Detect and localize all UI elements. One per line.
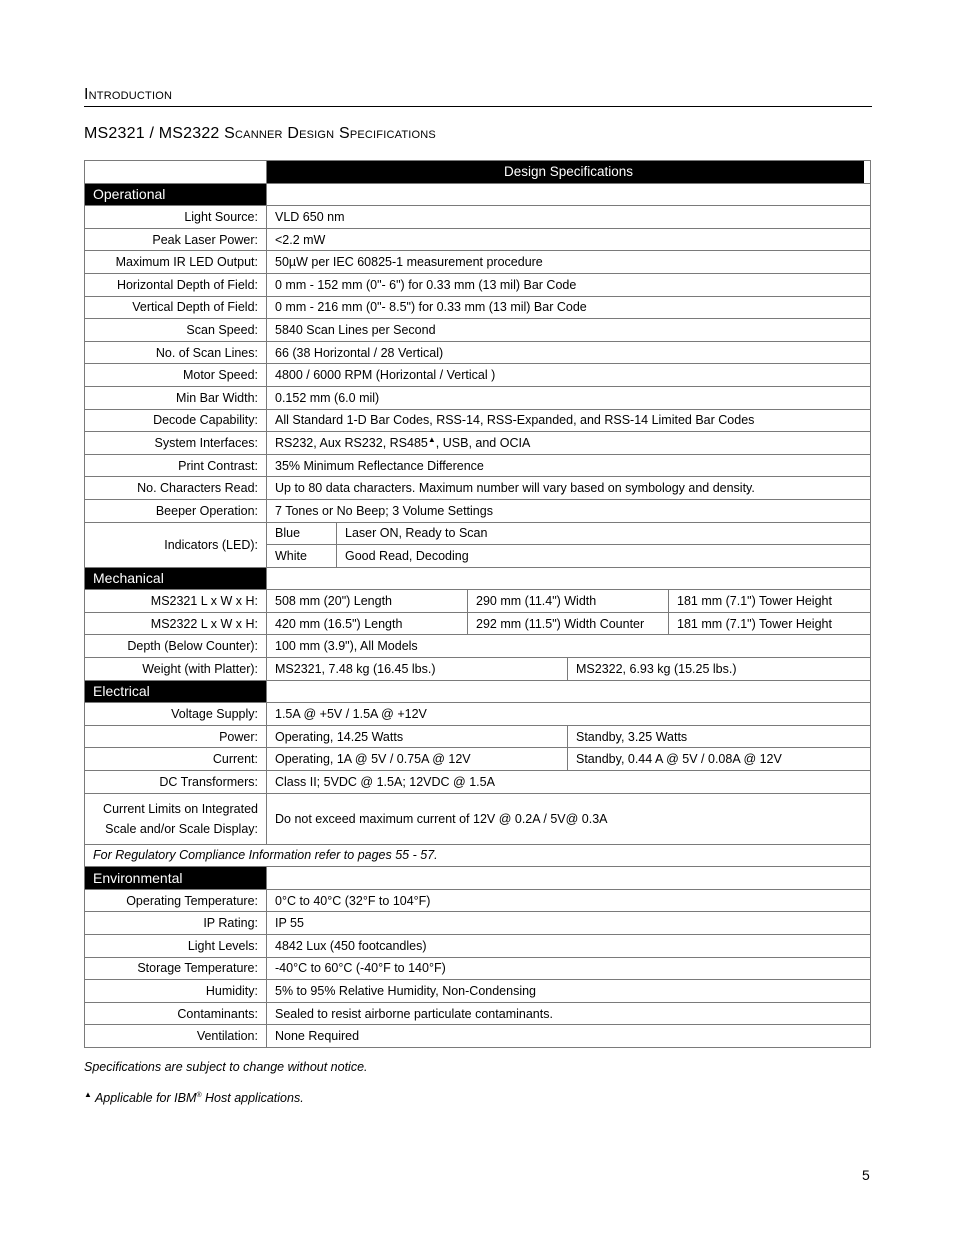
table-row bbox=[85, 612, 871, 635]
spec-label: Print Contrast: bbox=[85, 454, 267, 477]
limits-label-line-2: Scale and/or Scale Display: bbox=[105, 821, 258, 836]
section-heading: Introduction bbox=[84, 86, 872, 107]
indicators-table bbox=[267, 523, 870, 567]
spec-operating-power: Operating, 14.25 Watts bbox=[267, 725, 568, 748]
category-row-environmental bbox=[85, 867, 871, 890]
spec-label: Ventilation: bbox=[85, 1025, 267, 1048]
triangle-marker-icon: ▲ bbox=[84, 1090, 92, 1099]
spec-value: 5% to 95% Relative Humidity, Non-Condensing bbox=[267, 980, 871, 1003]
category-environmental: Environmental bbox=[85, 867, 267, 890]
spec-value: Sealed to resist airborne particulate contaminants. bbox=[267, 1002, 871, 1025]
spec-value: 50µW per IEC 60825-1 measurement procedure bbox=[267, 251, 871, 274]
spec-label: Storage Temperature: bbox=[85, 957, 267, 980]
spec-label: Depth (Below Counter): bbox=[85, 635, 267, 658]
interfaces-text-b: , USB, and OCIA bbox=[435, 436, 531, 451]
table-row bbox=[85, 477, 871, 500]
spec-weight-ms2321: MS2321, 7.48 kg (16.45 lbs.) bbox=[267, 658, 568, 681]
category-mechanical: Mechanical bbox=[85, 567, 267, 590]
table-row bbox=[85, 499, 871, 522]
spec-height: 181 mm (7.1") Tower Height bbox=[669, 612, 871, 635]
table-row bbox=[85, 957, 871, 980]
interfaces-text-a: RS232, Aux RS232, RS485 bbox=[275, 436, 428, 451]
category-electrical: Electrical bbox=[85, 680, 267, 703]
spec-value: 5840 Scan Lines per Second bbox=[267, 319, 871, 342]
table-row bbox=[85, 658, 871, 681]
spec-value: 100 mm (3.9"), All Models bbox=[267, 635, 871, 658]
spec-label bbox=[85, 793, 267, 844]
spec-value: Up to 80 data characters. Maximum number will vary based on symbology and density. bbox=[267, 477, 871, 500]
spec-width: 290 mm (11.4") Width bbox=[468, 590, 669, 613]
spec-label: Current: bbox=[85, 748, 267, 771]
table-row bbox=[85, 1002, 871, 1025]
category-row-operational bbox=[85, 183, 871, 206]
spec-label: Weight (with Platter): bbox=[85, 658, 267, 681]
table-row bbox=[85, 341, 871, 364]
table-row bbox=[85, 454, 871, 477]
table-row bbox=[85, 635, 871, 658]
spec-label: Scan Speed: bbox=[85, 319, 267, 342]
spec-label: Light Levels: bbox=[85, 935, 267, 958]
spec-label: DC Transformers: bbox=[85, 771, 267, 794]
table-row bbox=[85, 409, 871, 432]
limits-label-line-1: Current Limits on Integrated bbox=[103, 801, 258, 816]
category-row-mechanical bbox=[85, 567, 871, 590]
change-notice: Specifications are subject to change without notice. bbox=[84, 1060, 368, 1074]
table-row bbox=[85, 889, 871, 912]
spec-label: Horizontal Depth of Field: bbox=[85, 273, 267, 296]
table-row bbox=[85, 912, 871, 935]
spec-label: Light Source: bbox=[85, 206, 267, 229]
ibm-footnote bbox=[84, 1090, 304, 1105]
table-row bbox=[85, 522, 871, 567]
table-row bbox=[85, 980, 871, 1003]
specifications-table bbox=[84, 160, 871, 1048]
spec-label: Indicators (LED): bbox=[85, 522, 267, 567]
spec-value: -40°C to 60°C (-40°F to 140°F) bbox=[267, 957, 871, 980]
category-row-electrical bbox=[85, 680, 871, 703]
spec-weight-ms2322: MS2322, 6.93 kg (15.25 lbs.) bbox=[568, 658, 871, 681]
spec-value: 35% Minimum Reflectance Difference bbox=[267, 454, 871, 477]
indicators-cell bbox=[267, 522, 871, 567]
category-operational: Operational bbox=[85, 183, 267, 206]
table-row bbox=[85, 251, 871, 274]
spec-label: Peak Laser Power: bbox=[85, 228, 267, 251]
spec-label: Humidity: bbox=[85, 980, 267, 1003]
spec-value: 7 Tones or No Beep; 3 Volume Settings bbox=[267, 499, 871, 522]
spec-label: Operating Temperature: bbox=[85, 889, 267, 912]
table-row bbox=[85, 319, 871, 342]
spec-value: Class II; 5VDC @ 1.5A; 12VDC @ 1.5A bbox=[267, 771, 871, 794]
spec-label: MS2322 L x W x H: bbox=[85, 612, 267, 635]
spec-label: Decode Capability: bbox=[85, 409, 267, 432]
table-row bbox=[85, 703, 871, 726]
spec-value: IP 55 bbox=[267, 912, 871, 935]
table-row bbox=[85, 273, 871, 296]
regulatory-note: For Regulatory Compliance Information refer to pages 55 - 57. bbox=[85, 844, 871, 867]
spec-length: 508 mm (20") Length bbox=[267, 590, 468, 613]
spec-length: 420 mm (16.5") Length bbox=[267, 612, 468, 635]
spec-label: Motor Speed: bbox=[85, 364, 267, 387]
spec-value: 0 mm - 152 mm (0"- 6") for 0.33 mm (13 mil) Bar Code bbox=[267, 273, 871, 296]
spec-value: VLD 650 nm bbox=[267, 206, 871, 229]
spec-value: 66 (38 Horizontal / 28 Vertical) bbox=[267, 341, 871, 364]
spec-label: Contaminants: bbox=[85, 1002, 267, 1025]
table-row bbox=[85, 386, 871, 409]
page-title: MS2321 / MS2322 Scanner Design Specifications bbox=[84, 125, 436, 142]
table-row bbox=[85, 725, 871, 748]
table-row bbox=[85, 1025, 871, 1048]
spec-operating-current: Operating, 1A @ 5V / 0.75A @ 12V bbox=[267, 748, 568, 771]
ibm-note-text-b: Host applications. bbox=[201, 1091, 304, 1106]
spec-standby-power: Standby, 3.25 Watts bbox=[568, 725, 871, 748]
ibm-note-text-a: Applicable for IBM bbox=[94, 1091, 197, 1106]
spec-label: Maximum IR LED Output: bbox=[85, 251, 267, 274]
table-row bbox=[85, 793, 871, 844]
spec-value: 4800 / 6000 RPM (Horizontal / Vertical ) bbox=[267, 364, 871, 387]
table-row bbox=[85, 296, 871, 319]
spec-label: Vertical Depth of Field: bbox=[85, 296, 267, 319]
spec-label: Min Bar Width: bbox=[85, 386, 267, 409]
table-header-row bbox=[85, 161, 871, 184]
indicator-color: Blue bbox=[267, 523, 337, 545]
spec-label: Voltage Supply: bbox=[85, 703, 267, 726]
table-row bbox=[85, 935, 871, 958]
spec-height: 181 mm (7.1") Tower Height bbox=[669, 590, 871, 613]
spec-width: 292 mm (11.5") Width Counter bbox=[468, 612, 669, 635]
spec-label: MS2321 L x W x H: bbox=[85, 590, 267, 613]
regulatory-note-row bbox=[85, 844, 871, 867]
table-row bbox=[85, 748, 871, 771]
page-number: 5 bbox=[862, 1167, 870, 1183]
spec-value: 4842 Lux (450 footcandles) bbox=[267, 935, 871, 958]
registered-mark: ® bbox=[196, 1092, 202, 1099]
spec-label: No. Characters Read: bbox=[85, 477, 267, 500]
table-row bbox=[85, 206, 871, 229]
table-row bbox=[85, 771, 871, 794]
spec-value: All Standard 1-D Bar Codes, RSS-14, RSS-Expanded, and RSS-14 Limited Bar Codes bbox=[267, 409, 871, 432]
spec-label: System Interfaces: bbox=[85, 432, 267, 455]
triangle-marker-icon: ▲ bbox=[427, 435, 436, 445]
spec-value: 0.152 mm (6.0 mil) bbox=[267, 386, 871, 409]
design-specifications-header: Design Specifications bbox=[267, 161, 871, 184]
spec-label: No. of Scan Lines: bbox=[85, 341, 267, 364]
spec-value bbox=[267, 432, 871, 455]
spec-value: 0°C to 40°C (32°F to 104°F) bbox=[267, 889, 871, 912]
table-row bbox=[85, 590, 871, 613]
spec-value: 0 mm - 216 mm (0"- 8.5") for 0.33 mm (13 mil) Bar Code bbox=[267, 296, 871, 319]
table-row bbox=[85, 432, 871, 455]
indicator-meaning: Good Read, Decoding bbox=[337, 545, 871, 567]
table-row bbox=[85, 228, 871, 251]
indicator-row bbox=[267, 545, 870, 567]
spec-label: Beeper Operation: bbox=[85, 499, 267, 522]
indicator-row bbox=[267, 523, 870, 545]
spec-label: Power: bbox=[85, 725, 267, 748]
indicator-meaning: Laser ON, Ready to Scan bbox=[345, 526, 488, 541]
spec-value: None Required bbox=[267, 1025, 871, 1048]
spec-value: Do not exceed maximum current of 12V @ 0.2A / 5V@ 0.3A bbox=[267, 793, 871, 844]
spec-standby-current: Standby, 0.44 A @ 5V / 0.08A @ 12V bbox=[568, 748, 871, 771]
spec-value: <2.2 mW bbox=[267, 228, 871, 251]
spec-label: IP Rating: bbox=[85, 912, 267, 935]
spec-value: 1.5A @ +5V / 1.5A @ +12V bbox=[267, 703, 871, 726]
indicator-color: White bbox=[267, 545, 337, 567]
table-row bbox=[85, 364, 871, 387]
